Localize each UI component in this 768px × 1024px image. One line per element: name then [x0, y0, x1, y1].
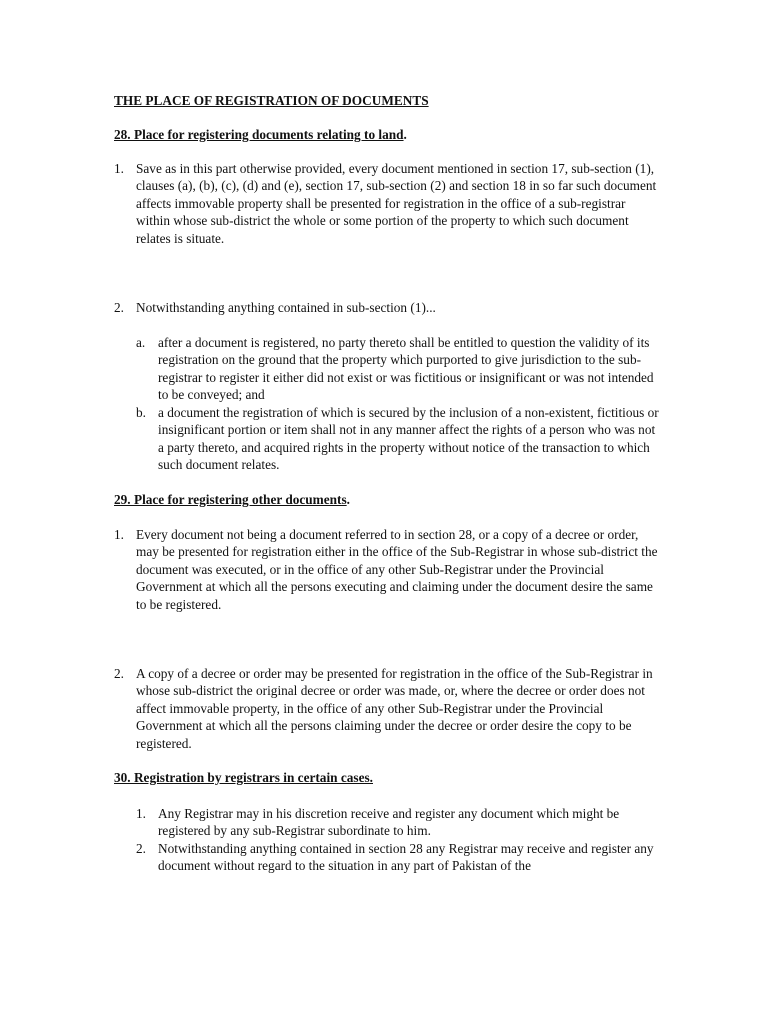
section-28-heading — [114, 126, 407, 143]
document-title: THE PLACE OF REGISTRATION OF DOCUMENTS — [114, 93, 429, 108]
section-29-heading-trail: . — [346, 492, 350, 507]
section-30-heading-text: 30. Registration by registrars in certain cases. — [114, 770, 373, 785]
section-28-heading-trail: . — [403, 127, 407, 142]
section-28-item-2 — [114, 299, 659, 316]
item-number: 2. — [114, 300, 124, 315]
section-28-item-1 — [114, 160, 659, 247]
item-text: after a document is registered, no party thereto shall be entitled to question the validity of its registration on the ground that the property which purported to give jurisdiction to the sub-registrar to register it either did not exist or was fictitious or insignificant or was not intended to be conveyed; and — [158, 335, 654, 403]
item-number: 1. — [114, 161, 124, 176]
item-number: a. — [136, 335, 146, 350]
item-text: Save as in this part otherwise provided, every document mentioned in section 17, sub-section (1), clauses (a), (b), (c), (d) and (e), section 17, sub-section (2) and section 18 in so far such document affects immovable property shall be presented for registration in the office of a sub-registrar within whose sub-district the whole or some portion of the property to which such document relates is situate. — [136, 161, 657, 246]
section-30-item-2 — [136, 840, 659, 875]
item-text: Every document not being a document referred to in section 28, or a copy of a decree or order, may be presented for registration either in the office of the Sub-Registrar in whose sub-district the document was executed, or in the office of any other Sub-Registrar under the Provincial Government at which all the persons executing and claiming under the document desire the same to be registered. — [136, 527, 658, 612]
item-text: Any Registrar may in his discretion receive and register any document which might be registered by any sub-Registrar subordinate to him. — [158, 806, 620, 839]
section-30-heading — [114, 769, 373, 786]
section-29-item-1 — [114, 526, 659, 613]
item-number: 2. — [114, 666, 124, 681]
section-30-item-1 — [136, 805, 659, 840]
item-number: 1. — [114, 527, 124, 542]
section-29-heading-text: 29. Place for registering other documents — [114, 492, 347, 507]
section-28-heading-text: 28. Place for registering documents relating to land — [114, 127, 404, 142]
section-29-item-2 — [114, 665, 659, 752]
item-text: A copy of a decree or order may be presented for registration in the office of the Sub-Registrar in whose sub-district the original decree or order was made, or, where the decree or order does not affect immovable property, in the office of any other Sub-Registrar under the Provincial Government at which all the persons claiming under the decree or order desire the copy to be registered. — [136, 666, 653, 751]
item-text: Notwithstanding anything contained in section 28 any Registrar may receive and register any document without regard to the situation in any part of Pakistan of the — [158, 841, 654, 874]
item-text: a document the registration of which is secured by the inclusion of a non-existent, fictitious or insignificant portion or item shall not in any manner affect the rights of a person who was not a party thereto, and acquired rights in the property without notice of the transaction to which such document relates. — [158, 405, 659, 473]
item-number: b. — [136, 405, 146, 420]
item-number: 1. — [136, 806, 146, 821]
section-29-heading — [114, 491, 350, 508]
section-28-subitem-a — [136, 334, 659, 404]
item-text: Notwithstanding anything contained in sub-section (1)... — [136, 300, 436, 315]
item-number: 2. — [136, 841, 146, 856]
section-28-subitem-b — [136, 404, 659, 474]
